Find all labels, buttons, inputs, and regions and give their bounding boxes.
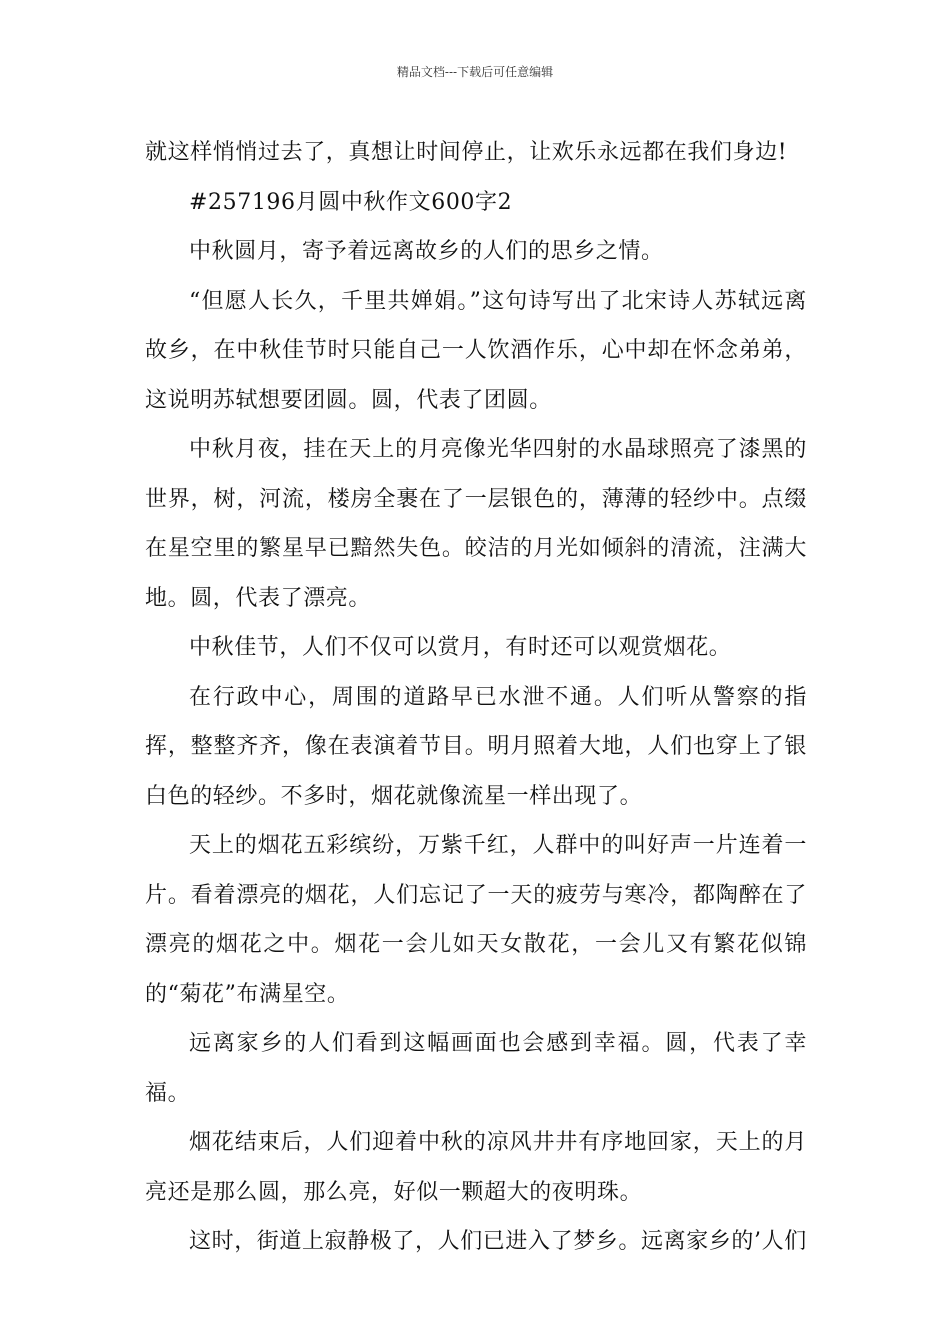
document-body <box>145 128 807 1267</box>
paragraph: 这时，街道上寂静极了，人们已进入了梦乡。远离家乡的’人们 <box>189 1229 807 1254</box>
paragraph: 中秋佳节，人们不仅可以赏月，有时还可以观赏烟花。 <box>189 635 732 660</box>
paragraph: 远离家乡的人们看到这幅画面也会感到幸福。圆，代表了幸福。 <box>145 1031 807 1106</box>
paragraph: 在行政中心，周围的道路早已水泄不通。人们听从警察的指挥，整整齐齐，像在表演着节目。明月照着大地，人们也穿上了银白色的轻纱。不多时，烟花就像流星一样出现了。 <box>145 684 807 809</box>
section-heading: #257196月圆中秋作文600字2 <box>189 189 513 215</box>
paragraph: “但愿人长久，千里共婵娟。”这句诗写出了北宋诗人苏轼远离故乡，在中秋佳节时只能自己一人饮酒作乐，心中却在怀念弟弟，这说明苏轼想要团圆。圆，代表了团圆。 <box>145 288 807 413</box>
paragraph: 烟花结束后，人们迎着中秋的凉风井井有序地回家，天上的月亮还是那么圆，那么亮，好似一颗超大的夜明珠。 <box>145 1130 807 1205</box>
page-header: 精品文档---下载后可任意编辑 <box>396 65 554 79</box>
paragraph: 中秋月夜，挂在天上的月亮像光华四射的水晶球照亮了漆黑的世界，树，河流，楼房全裹在了一层银色的，薄薄的轻纱中。点缀在星空里的繁星早已黯然失色。皎洁的月光如倾斜的清流，注满大地。圆，代表了漂亮。 <box>145 437 807 611</box>
paragraph: 天上的烟花五彩缤纷，万紫千红，人群中的叫好声一片连着一片。看着漂亮的烟花，人们忘记了一天的疲劳与寒冷，都陶醉在了漂亮的烟花之中。烟花一会儿如天女散花，一会儿又有繁花似锦的“菊花”布满星空。 <box>145 833 807 1007</box>
paragraph: 就这样悄悄过去了，真想让时间停止，让欢乐永远都在我们身边! <box>145 140 788 165</box>
paragraph: 中秋圆月，寄予着远离故乡的人们的思乡之情。 <box>189 239 664 264</box>
